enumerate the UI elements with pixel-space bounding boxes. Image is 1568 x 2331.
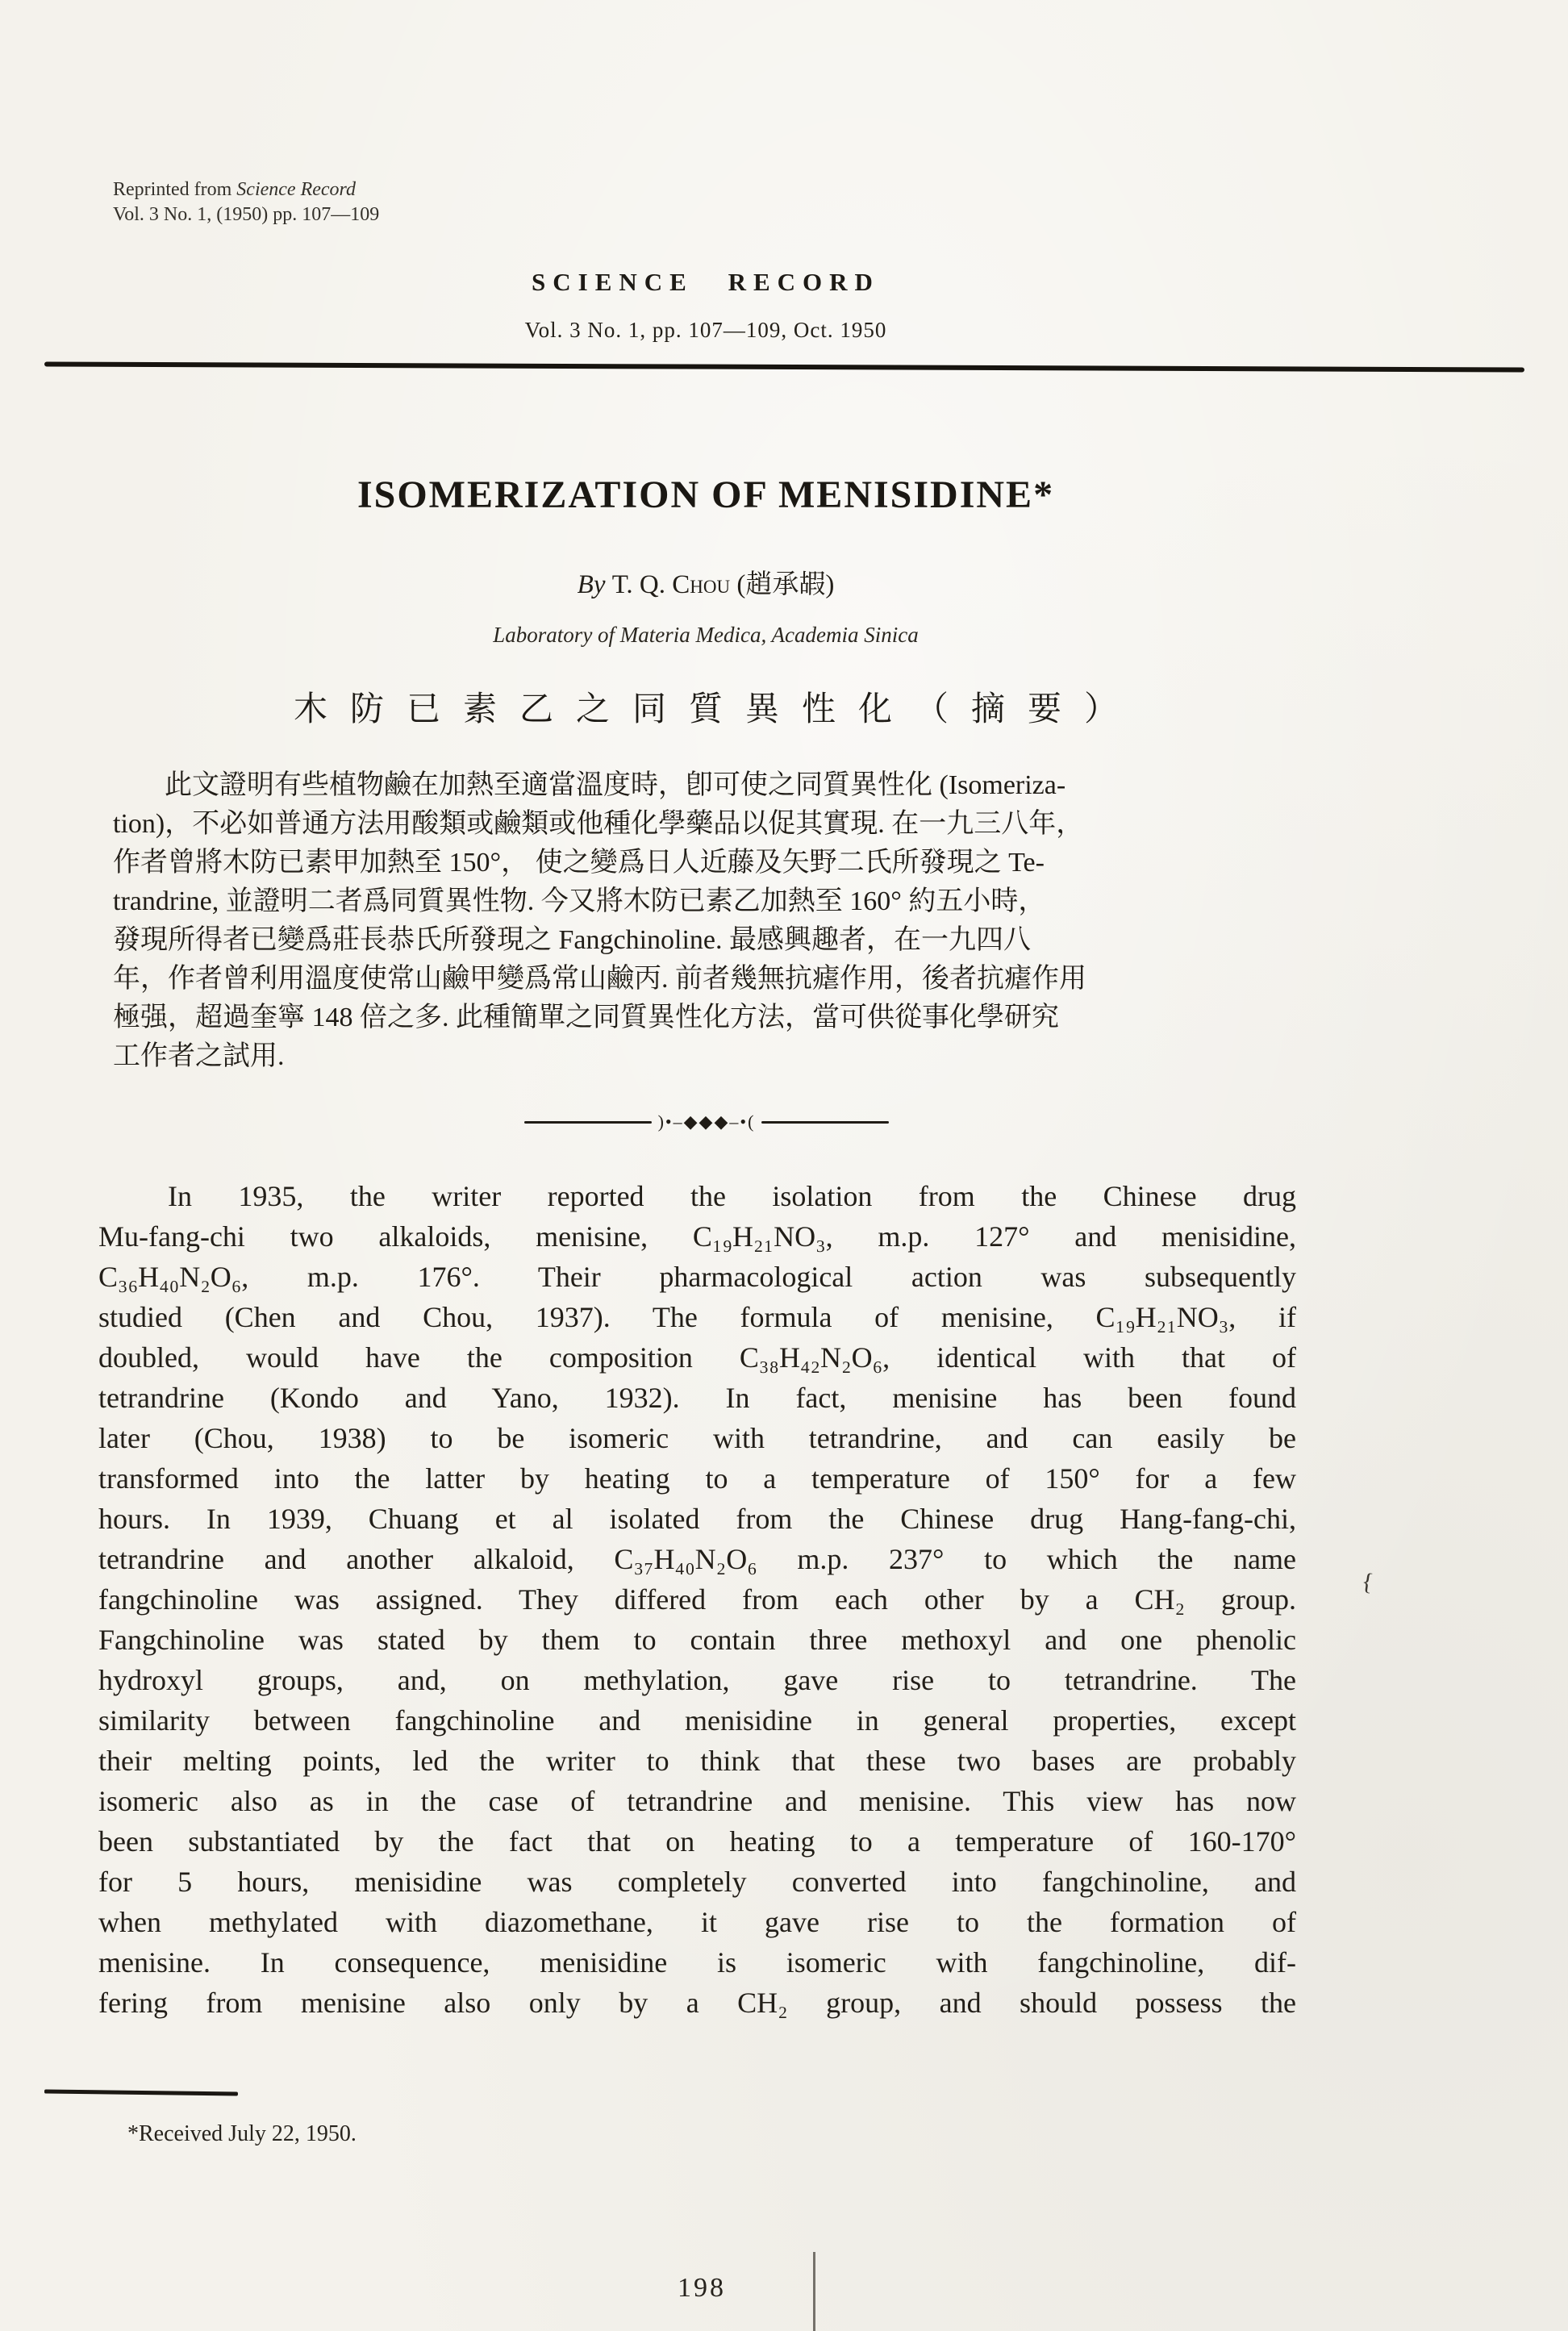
abstract-line: 發現所得者已變爲莊長恭氏所發現之 Fangchinoline. 最感興趣者，在一九四八	[113, 925, 1032, 955]
journal-title: SCIENCE RECORD	[532, 268, 880, 296]
abstract-line: 極强，超過奎寧 148 倍之多. 此種簡單之同質異性化方法，當可供從事化學研究	[113, 1003, 1059, 1032]
body-line: fering from menisine also only by a CH₂ group, and should possess the	[98, 1987, 1296, 2019]
reprint-line-2: Vol. 3 No. 1, (1950) pp. 107—109	[113, 204, 380, 225]
reprint-journal-name: Science Record	[236, 179, 356, 200]
footnote-rule	[44, 2090, 238, 2096]
scan-artifact-mark: {	[1359, 1568, 1375, 1596]
reprint-note	[113, 177, 379, 227]
body-line: been substantiated by the fact that on heating to a temperature of 160-170°	[98, 1825, 1296, 1858]
english-body-text	[98, 1176, 1296, 2023]
divider-line-right	[761, 1121, 889, 1124]
author-affiliation: Laboratory of Materia Medica, Academia Sinica	[493, 623, 919, 647]
article-title: ISOMERIZATION OF MENISIDINE*	[357, 473, 1055, 516]
header-rule	[44, 361, 1524, 372]
footnote-received-date: *Received July 22, 1950.	[127, 2121, 357, 2146]
body-line: C₃₆H₄₀N₂O₆, m.p. 176°. Their pharmacological action was subsequently	[98, 1261, 1296, 1293]
body-line: tetrandrine (Kondo and Yano, 1932). In fact, menisine has been found	[98, 1382, 1296, 1414]
body-line: for 5 hours, menisidine was completely converted into fangchinoline, and	[98, 1866, 1296, 1898]
abstract-line: 工作者之試用.	[113, 1041, 285, 1071]
reprint-line-1	[113, 177, 379, 202]
body-line: Fangchinoline was stated by them to contain three methoxyl and one phenolic	[98, 1624, 1296, 1656]
reprint-prefix: Reprinted from	[113, 179, 237, 200]
body-line: later (Chou, 1938) to be isomeric with tetrandrine, and can easily be	[98, 1422, 1296, 1454]
abstract-line: 此文證明有些植物鹼在加熱至適當溫度時，卽可使之同質異性化 (Isomeriza-	[165, 770, 1066, 800]
body-line: menisine. In consequence, menisidine is isomeric with fangchinoline, dif-	[98, 1946, 1296, 1979]
body-line: In 1935, the writer reported the isolation from the Chinese drug	[168, 1180, 1296, 1212]
body-line: fangchinoline was assigned. They differed from each other by a CH₂ group.	[98, 1583, 1296, 1616]
byline	[0, 563, 1412, 601]
body-line: transformed into the latter by heating to a temperature of 150° for a few	[98, 1462, 1296, 1495]
body-line: their melting points, led the writer to think that these two bases are probably	[98, 1745, 1296, 1777]
divider-line-left	[524, 1121, 652, 1124]
divider-ornament: )•–◆◆◆–•(	[657, 1111, 756, 1132]
body-line: Mu-fang-chi two alkaloids, menisine, C₁₉H₂₁NO₃, m.p. 127° and menisidine,	[98, 1220, 1296, 1253]
body-line: when methylated with diazomethane, it gave rise to the formation of	[98, 1906, 1296, 1938]
chinese-abstract	[113, 766, 1246, 1076]
abstract-line: 作者曾將木防已素甲加熱至 150°， 使之變爲日人近藤及矢野二氏所發現之 Te-	[113, 848, 1045, 878]
abstract-line: trandrine, 並證明二者爲同質異性物. 今又將木防已素乙加熱至 160° 約五小時，	[113, 886, 1046, 916]
body-line: doubled, would have the composition C₃₈H₄₂N₂O₆, identical with that of	[98, 1341, 1296, 1374]
body-line: similarity between fangchinoline and menisidine in general properties, except	[98, 1704, 1296, 1737]
author-name: T. Q. Chou	[611, 570, 737, 599]
chinese-abstract-heading: 木防已素乙之同質異性化（摘要）	[293, 691, 1141, 728]
byline-by: By	[577, 570, 612, 599]
journal-issue-line: Vol. 3 No. 1, pp. 107—109, Oct. 1950	[524, 318, 887, 342]
page-number-rule	[813, 2252, 815, 2331]
page-number: 198	[678, 2273, 726, 2303]
author-name-cjk: (趙承嘏)	[736, 570, 835, 599]
abstract-line: tion)，不必如普通方法用酸類或鹼類或他種化學藥品以促其實現. 在一九三八年，	[113, 809, 1084, 839]
body-line: studied (Chen and Chou, 1937). The formula of menisine, C₁₉H₂₁NO₃, if	[98, 1301, 1296, 1333]
body-line: hours. In 1939, Chuang et al isolated from the Chinese drug Hang-fang-chi,	[98, 1503, 1296, 1535]
body-line: hydroxyl groups, and, on methylation, gave rise to tetrandrine. The	[98, 1664, 1296, 1696]
body-line: tetrandrine and another alkaloid, C₃₇H₄₀N₂O₆ m.p. 237° to which the name	[98, 1543, 1296, 1575]
abstract-line: 年，作者曾利用溫度使常山鹼甲變爲常山鹼丙. 前者幾無抗瘧作用，後者抗瘧作用	[113, 964, 1086, 994]
body-line: isomeric also as in the case of tetrandrine and menisine. This view has now	[98, 1785, 1296, 1817]
section-divider	[524, 1110, 889, 1134]
